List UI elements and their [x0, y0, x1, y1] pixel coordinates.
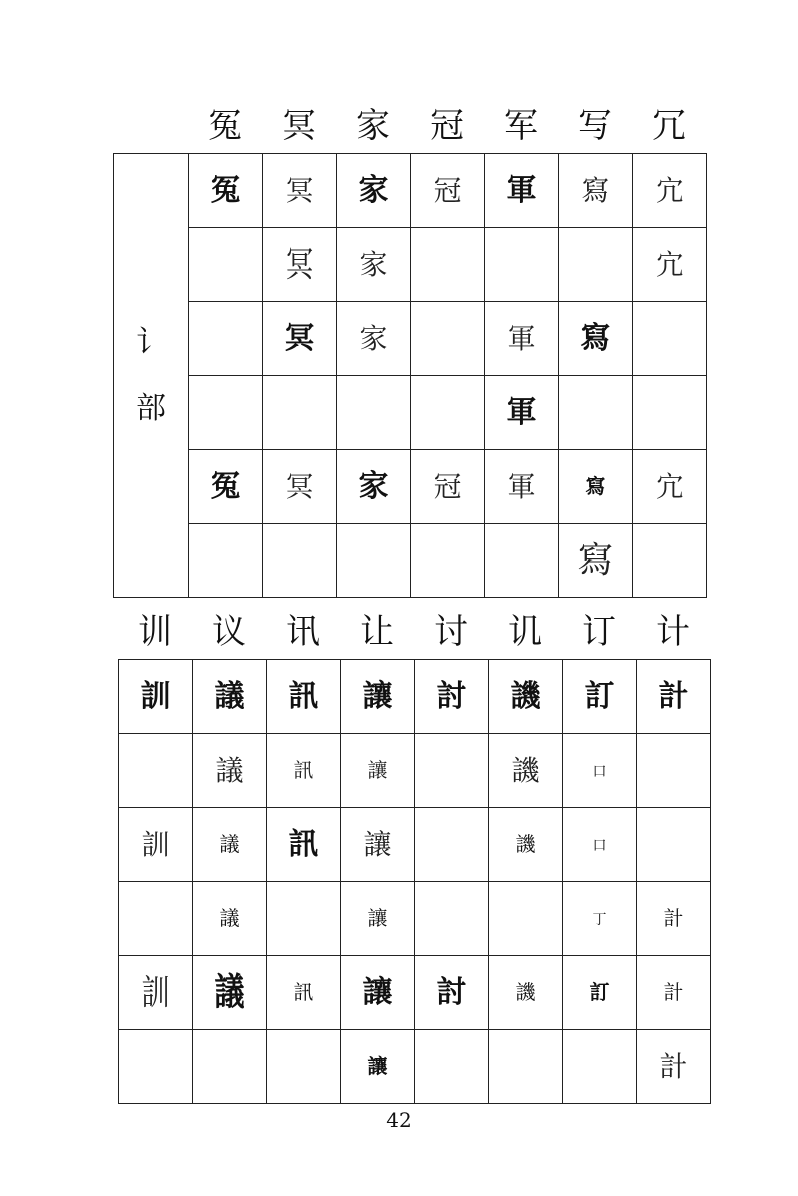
table-cell	[559, 302, 633, 376]
seal-glyph: 訓	[141, 971, 170, 1013]
table-cell	[563, 660, 637, 734]
table-cell	[267, 808, 341, 882]
table-cell	[119, 660, 193, 734]
table-cell	[559, 450, 633, 524]
seal-glyph: 讓	[362, 974, 393, 1010]
table-cell	[415, 956, 489, 1030]
table-row	[114, 302, 707, 376]
table-cell	[415, 1030, 489, 1104]
section1-header-row	[188, 106, 706, 146]
table-cell	[119, 882, 193, 956]
side-label-bu: 部	[136, 390, 166, 426]
seal-glyph: 宂	[655, 173, 684, 207]
table-cell	[263, 228, 337, 302]
table-row	[119, 808, 711, 882]
seal-glyph: 讓	[367, 906, 388, 930]
seal-glyph: 議	[214, 678, 245, 714]
seal-glyph: 譏	[515, 980, 536, 1004]
seal-glyph: 議	[215, 753, 244, 787]
table-row	[119, 956, 711, 1030]
seal-glyph: 寫	[585, 474, 606, 498]
section2-table	[118, 659, 711, 1104]
table-row	[114, 524, 707, 598]
section1-header-char: 冠	[430, 106, 464, 146]
section2-header-char: 让	[360, 612, 394, 652]
table-cell	[193, 1030, 267, 1104]
table-cell	[489, 660, 563, 734]
table-cell	[415, 882, 489, 956]
table-cell	[637, 882, 711, 956]
table-cell	[341, 808, 415, 882]
table-cell	[189, 154, 263, 228]
seal-glyph: 寫	[577, 539, 614, 581]
table-cell	[193, 956, 267, 1030]
table-cell	[637, 1030, 711, 1104]
seal-glyph: 軍	[506, 394, 537, 430]
table-cell	[559, 376, 633, 450]
table-cell	[411, 302, 485, 376]
seal-glyph: 訂	[584, 678, 615, 714]
seal-glyph: 討	[436, 678, 467, 714]
table-cell	[119, 808, 193, 882]
seal-glyph: 訂	[589, 980, 610, 1004]
table-cell	[633, 228, 707, 302]
seal-glyph: 冥	[285, 243, 314, 285]
seal-glyph: 訊	[293, 980, 314, 1004]
table-cell	[637, 808, 711, 882]
table-cell	[637, 734, 711, 808]
table-cell	[267, 660, 341, 734]
seal-glyph: 讓	[363, 827, 392, 861]
table-row	[119, 1030, 711, 1104]
table-cell	[263, 450, 337, 524]
table-cell	[489, 956, 563, 1030]
table-cell	[267, 734, 341, 808]
table-cell	[633, 302, 707, 376]
table-row	[114, 376, 707, 450]
table-cell	[263, 302, 337, 376]
table-cell	[263, 524, 337, 598]
seal-glyph: 計	[663, 906, 684, 930]
table-cell	[563, 734, 637, 808]
seal-glyph: 讓	[362, 678, 393, 714]
table-cell	[341, 734, 415, 808]
seal-glyph: 計	[663, 980, 684, 1004]
table-cell	[119, 956, 193, 1030]
table-cell	[341, 660, 415, 734]
seal-glyph: 議	[219, 832, 240, 856]
table-cell	[193, 808, 267, 882]
table-cell	[267, 1030, 341, 1104]
seal-glyph: 訊	[293, 758, 314, 782]
table-cell	[485, 376, 559, 450]
seal-glyph: 口	[592, 764, 607, 780]
table-cell	[341, 1030, 415, 1104]
seal-glyph: 議	[219, 906, 240, 930]
table-cell	[193, 660, 267, 734]
table-cell	[485, 228, 559, 302]
seal-glyph: 寫	[580, 320, 611, 356]
seal-glyph: 家	[358, 172, 389, 208]
seal-glyph: 冤	[210, 172, 241, 208]
table-cell	[341, 882, 415, 956]
table-cell	[559, 228, 633, 302]
seal-glyph: 訊	[288, 826, 319, 862]
table-cell	[489, 882, 563, 956]
section1-header-char: 冥	[282, 106, 316, 146]
table-cell	[415, 808, 489, 882]
seal-glyph: 議	[214, 970, 245, 1014]
table-cell	[337, 154, 411, 228]
table-cell	[563, 882, 637, 956]
table-cell	[563, 1030, 637, 1104]
section2-header-char: 讨	[434, 612, 468, 652]
table-cell	[189, 302, 263, 376]
section1-header-char: 冗	[652, 106, 686, 146]
seal-glyph: 訓	[141, 827, 170, 861]
table-row	[114, 154, 707, 228]
table-cell	[415, 660, 489, 734]
table-cell	[189, 376, 263, 450]
table-cell	[267, 882, 341, 956]
seal-glyph: 冠	[433, 173, 462, 207]
table-cell	[489, 808, 563, 882]
table-cell	[337, 450, 411, 524]
seal-glyph: 冤	[210, 468, 241, 504]
section2-header-char: 讯	[286, 612, 320, 652]
table-cell	[119, 1030, 193, 1104]
table-cell	[633, 154, 707, 228]
seal-glyph: 冥	[285, 469, 314, 503]
seal-glyph: 家	[359, 321, 388, 355]
seal-glyph: 冠	[433, 469, 462, 503]
table-cell	[485, 302, 559, 376]
section1-header-char: 家	[356, 106, 390, 146]
seal-glyph: 宂	[655, 247, 684, 281]
page-number: 42	[386, 1108, 412, 1132]
seal-glyph: 譏	[515, 832, 536, 856]
table-cell	[485, 450, 559, 524]
table-cell	[563, 956, 637, 1030]
table-cell	[411, 524, 485, 598]
section1-header-char: 军	[504, 106, 538, 146]
seal-glyph: 軍	[507, 469, 536, 503]
table-cell	[189, 450, 263, 524]
table-cell	[267, 956, 341, 1030]
table-cell	[337, 376, 411, 450]
table-cell	[337, 302, 411, 376]
table-row	[114, 450, 707, 524]
seal-glyph: 丁	[592, 912, 607, 928]
seal-glyph: 宂	[655, 469, 684, 503]
section2-header-char: 讥	[508, 612, 542, 652]
table-cell	[337, 524, 411, 598]
table-cell	[119, 734, 193, 808]
table-cell	[559, 154, 633, 228]
seal-glyph: 家	[359, 247, 388, 281]
seal-glyph: 讓	[367, 1054, 388, 1078]
side-label-radical: 讠	[136, 324, 166, 360]
seal-glyph: 計	[658, 678, 689, 714]
seal-glyph: 軍	[507, 321, 536, 355]
table-cell	[637, 660, 711, 734]
seal-glyph: 寫	[581, 173, 610, 207]
side-label-cell	[114, 154, 189, 598]
seal-glyph: 軍	[506, 172, 537, 208]
section2-header-char: 计	[656, 612, 690, 652]
table-row	[119, 660, 711, 734]
seal-glyph: 冥	[285, 173, 314, 207]
seal-glyph: 口	[592, 838, 607, 854]
table-cell	[489, 1030, 563, 1104]
table-cell	[263, 154, 337, 228]
section2-header-char: 订	[582, 612, 616, 652]
section2-header-char: 训	[138, 612, 172, 652]
section1-table	[113, 153, 707, 598]
table-cell	[193, 882, 267, 956]
section1-header-char: 写	[578, 106, 612, 146]
table-cell	[411, 376, 485, 450]
table-cell	[193, 734, 267, 808]
seal-glyph: 計	[659, 1049, 688, 1083]
seal-glyph: 討	[436, 974, 467, 1010]
table-cell	[559, 524, 633, 598]
table-cell	[637, 956, 711, 1030]
seal-glyph: 冥	[284, 320, 315, 356]
table-cell	[633, 450, 707, 524]
seal-glyph: 譏	[510, 678, 541, 714]
table-cell	[485, 154, 559, 228]
table-cell	[411, 228, 485, 302]
table-cell	[633, 376, 707, 450]
table-cell	[485, 524, 559, 598]
table-cell	[263, 376, 337, 450]
seal-glyph: 讓	[367, 758, 388, 782]
seal-glyph: 家	[358, 468, 389, 504]
table-cell	[341, 956, 415, 1030]
seal-glyph: 訓	[140, 678, 171, 714]
table-cell	[337, 228, 411, 302]
table-row	[119, 882, 711, 956]
seal-glyph: 訊	[288, 678, 319, 714]
table-cell	[633, 524, 707, 598]
table-cell	[415, 734, 489, 808]
seal-glyph: 譏	[511, 753, 540, 787]
table-cell	[189, 228, 263, 302]
table-row	[119, 734, 711, 808]
section1-header-char: 冤	[208, 106, 242, 146]
table-cell	[563, 808, 637, 882]
table-cell	[489, 734, 563, 808]
table-cell	[411, 450, 485, 524]
section2-header-char: 议	[212, 612, 246, 652]
table-cell	[189, 524, 263, 598]
table-cell	[411, 154, 485, 228]
table-row	[114, 228, 707, 302]
section2-header-row	[118, 612, 710, 652]
